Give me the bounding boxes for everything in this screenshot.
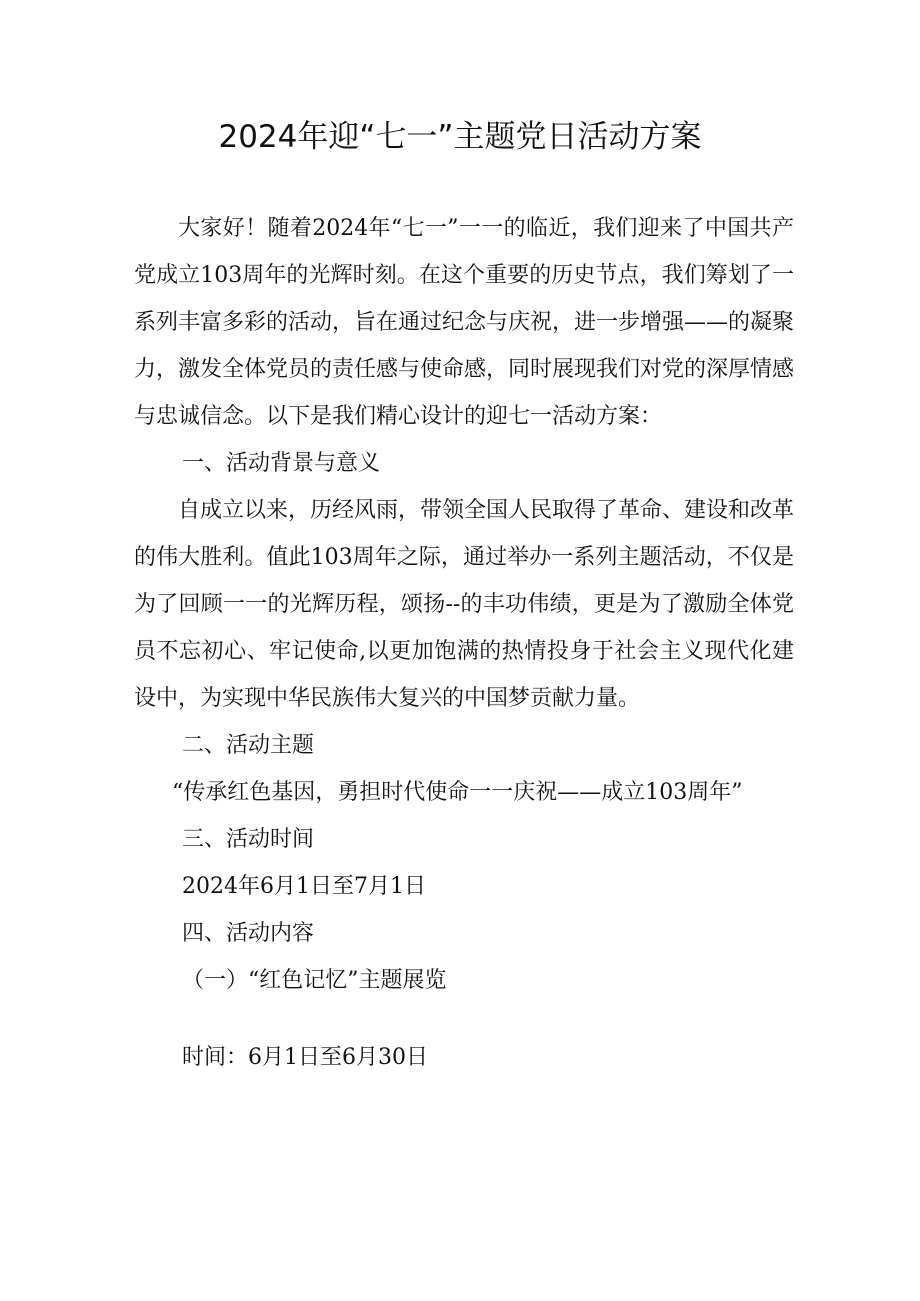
section4-sub1-heading: （一）“红色记忆”主题展览 — [182, 968, 447, 993]
section1-heading: 一、活动背景与意义 — [182, 451, 381, 476]
section3-heading: 三、活动时间 — [182, 827, 315, 852]
section3-time: 2024年6月1日至7月1日 — [182, 874, 426, 899]
section2-theme: “传承红色基因，勇担时代使命一一庆祝——成立103周年” — [172, 780, 743, 805]
section2-heading: 二、活动主题 — [182, 733, 315, 758]
document-title: 2024年迎“七一”主题党日活动方案 — [218, 119, 702, 155]
section4-sub1-time: 时间：6月1日至6月30日 — [182, 1045, 428, 1070]
section1-paragraph: 自成立以来，历经风雨，带领全国人民取得了革命、建设和改革的伟大胜利。值此103周年之际，通过举办一系列主题活动，不仅是为了回顾一一的光辉历程，颂扬--的丰功伟绩，更是为了激励全体党员不忘初心、牢记使命,以更加饱满的热情投身于社会主义现代化建设中，为实现中华民族伟大复兴的中国梦贡献力量。 — [134, 498, 795, 711]
section4-heading: 四、活动内容 — [182, 921, 315, 946]
intro-paragraph: 大家好！随着2024年“七一”一一的临近，我们迎来了中国共产党成立103周年的光辉时刻。在这个重要的历史节点，我们筹划了一系列丰富多彩的活动，旨在通过纪念与庆祝，进一步增强——的凝聚力，激发全体党员的责任感与使命感，同时展现我们对党的深厚情感与忠诚信念。以下是我们精心设计的迎七一活动方案： — [134, 216, 795, 429]
document-body — [134, 205, 794, 1081]
